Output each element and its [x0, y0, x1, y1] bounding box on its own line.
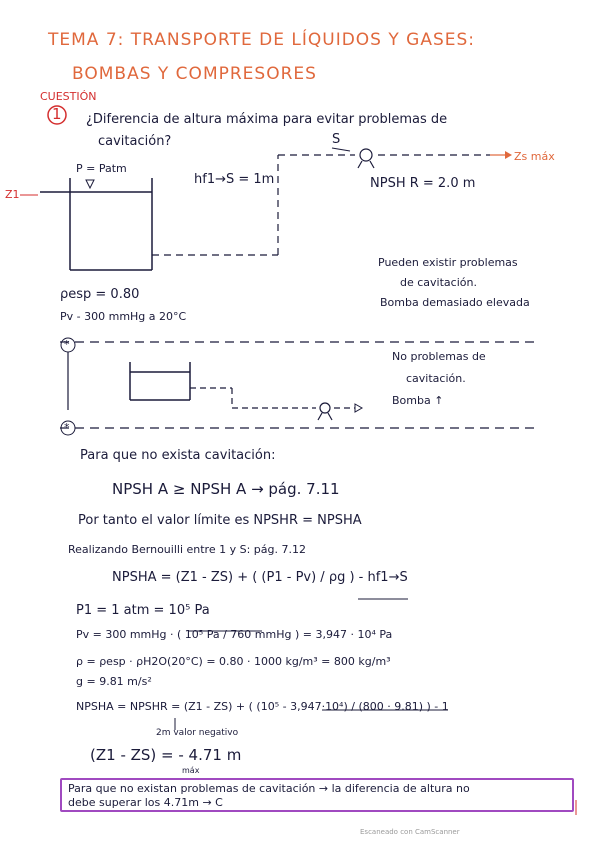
pipe-2 — [190, 388, 355, 408]
solution-line-4: Realizando Bernouilli entre 1 y S: pág. 7.12 — [68, 543, 306, 556]
solution-line-10-note: 2m valor negativo — [156, 728, 239, 738]
conclusion-box — [60, 778, 574, 812]
solution-line-7: Pv = 300 mmHg · ( 10⁵ Pa / 760 mmHg ) = 3,947 · 10⁴ Pa — [76, 628, 393, 641]
note-1: Pueden existir problemas — [378, 256, 518, 269]
pump-1-icon — [358, 149, 374, 168]
question-label: CUESTIÓN — [40, 90, 97, 103]
pump-2-icon — [318, 403, 332, 420]
solution-line-11: (Z1 - ZS) = - 4.71 m — [90, 746, 242, 764]
question-text: ¿Diferencia de altura máxima para evitar problemas de — [86, 112, 448, 127]
p-label: P = Patm — [76, 162, 127, 175]
z1-label: Z1 — [5, 188, 20, 201]
page-title: TEMA 7: TRANSPORTE DE LÍQUIDOS Y GASES: — [48, 30, 476, 50]
conclusion-line-2: debe superar los 4.71m → C — [68, 796, 223, 809]
page-subtitle: BOMBAS Y COMPRESORES — [72, 64, 317, 84]
solution-line-6: P1 = 1 atm = 10⁵ Pa — [76, 603, 210, 618]
solution-line-9: g = 9.81 m/s² — [76, 675, 152, 688]
note-2: de cavitación. — [400, 276, 477, 289]
zs-label: Zs máx — [514, 150, 555, 163]
question-text-2: cavitación? — [98, 134, 172, 149]
footer-watermark: Escaneado con CamScanner — [360, 828, 460, 836]
s-label: S — [332, 132, 341, 147]
marker-1: * — [64, 338, 70, 351]
solution-line-8: ρ = ρesp · ρH2O(20°C) = 0.80 · 1000 kg/m³ = 800 kg/m³ — [76, 655, 391, 668]
question-number: 1 — [52, 105, 62, 123]
tank-2 — [130, 362, 190, 400]
note-3: Bomba demasiado elevada — [380, 296, 530, 309]
solution-line-2: NPSH A ≥ NPSH A → pág. 7.11 — [112, 480, 340, 498]
hf-label: hf1→S = 1m — [194, 172, 275, 187]
conclusion-line-1: Para que no existan problemas de cavitación → la diferencia de altura no — [68, 782, 470, 795]
pipe-1 — [152, 155, 490, 255]
pesp-label: ρesp = 0.80 — [60, 287, 140, 302]
solution-line-5: NPSHA = (Z1 - ZS) + ( (P1 - Pv) / ρg ) - hf1→S — [112, 570, 408, 585]
pv-label: Pv - 300 mmHg a 20°C — [60, 310, 187, 323]
marker-2: * — [64, 421, 70, 434]
note2-2: cavitación. — [406, 372, 466, 385]
solution-line-1: Para que no exista cavitación: — [80, 448, 276, 463]
pressure-arrow-icon — [86, 180, 94, 188]
note2-1: No problemas de — [392, 350, 486, 363]
solution-line-11-sub: máx — [182, 766, 200, 775]
npshr-label: NPSH R = 2.0 m — [370, 176, 476, 191]
tank-1 — [40, 178, 152, 270]
solution-line-10: NPSHA = NPSHR = (Z1 - ZS) + ( (10⁵ - 3,947·10⁴) / (800 · 9.81) ) - 1 — [76, 700, 449, 713]
solution-line-3: Por tanto el valor límite es NPSHR = NPSHA — [78, 513, 362, 528]
note2-3: Bomba ↑ — [392, 394, 444, 407]
